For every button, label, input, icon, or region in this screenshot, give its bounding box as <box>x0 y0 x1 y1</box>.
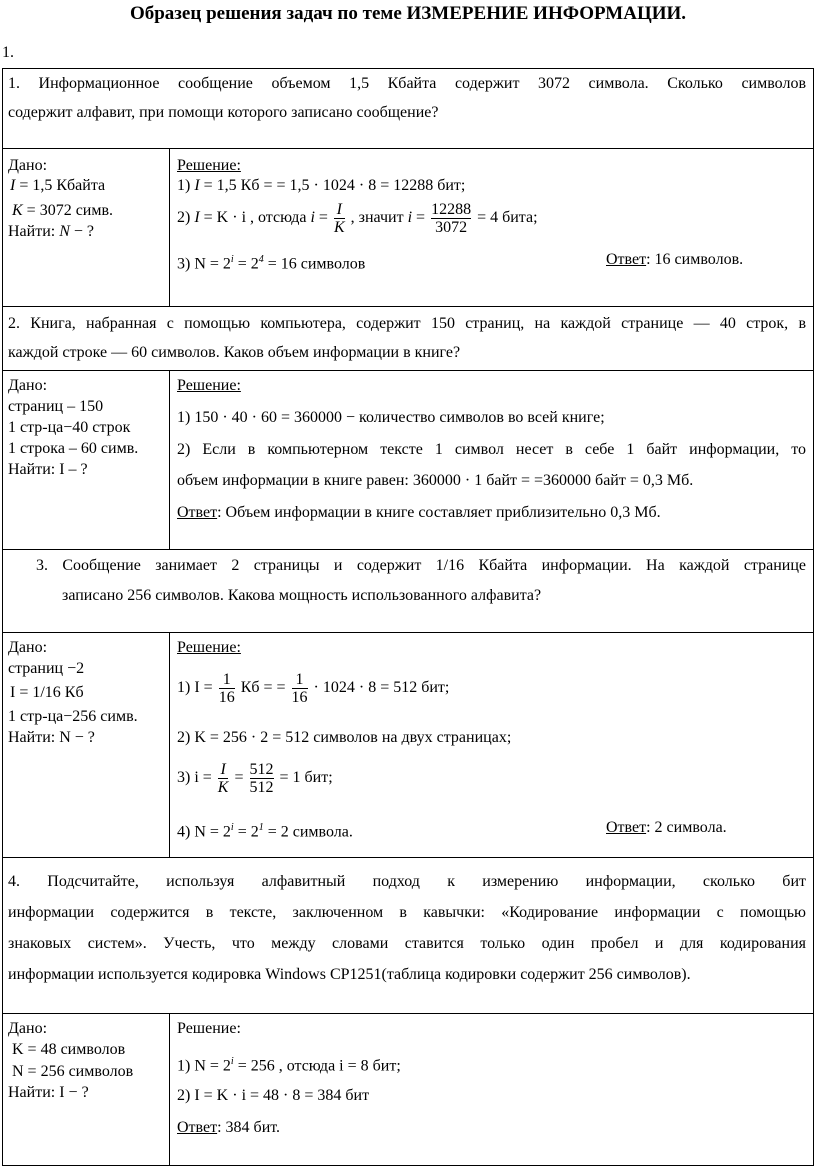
step-text: = 4 бита; <box>477 209 538 226</box>
solution-label: Решение: <box>177 639 241 656</box>
column-divider <box>169 632 170 857</box>
step-text: 3) N = 2 <box>177 255 231 273</box>
given-item: страниц −2 <box>8 660 85 677</box>
variable: I <box>10 177 16 194</box>
find-item: Найти: I − ? <box>8 1084 89 1101</box>
problem-2-text: каждой строке — 60 символов. Каков объем информации в книге? <box>8 344 461 361</box>
problem-4-text: 4. Подсчитайте, используя алфавитный подход к измерению информации, сколько бит <box>8 873 806 890</box>
variable: i <box>310 209 315 226</box>
table-rule <box>2 549 814 550</box>
numerator: 1 <box>295 670 304 688</box>
step-text: = 256 , отсюда i = 8 бит; <box>237 1057 401 1075</box>
numerator: 1 <box>222 670 231 688</box>
exponent: 1 <box>258 822 264 833</box>
problem-1-text: 1. Информационное сообщение объемом 1,5 Кбайта содержит 3072 символа. Сколько символов <box>8 75 806 92</box>
step-text: = 16 символов <box>267 255 366 273</box>
solution-step: 2) Если в компьютерном тексте 1 символ несет в себе 1 байт информации, то <box>177 441 806 458</box>
given-item: 1 стр-ца−256 симв. <box>8 708 138 725</box>
step-text: , значит <box>350 209 404 226</box>
solution-step <box>177 818 353 842</box>
fraction <box>292 671 308 706</box>
table-rule <box>2 148 814 149</box>
step-text: 1) I = <box>177 679 213 696</box>
solution-label: Решение: <box>177 377 241 394</box>
step-number: 1) <box>177 177 191 194</box>
table-rule <box>2 68 814 69</box>
answer-text: : 16 символов. <box>646 251 744 268</box>
table-rule <box>2 857 814 858</box>
solution-step: 2) I = K · i , отсюда i = $\frac{I}{K}$ , значит i = $\frac{12288}{3072}$ = 4 бита; <box>177 200 538 236</box>
find-item <box>8 222 94 242</box>
problem-4-text: знаковых систем». Учесть, что между словами ставится только один пробел и для кодирования <box>8 935 806 952</box>
column-divider <box>169 1013 170 1165</box>
solution-step <box>177 250 365 274</box>
problem-3-text: 3. Сообщение занимает 2 страницы и содержит 1/16 Кбайта информации. На каждой странице <box>36 557 806 574</box>
step-text: Кб = = <box>240 679 286 696</box>
variable: I <box>194 209 200 226</box>
section-number: 1. <box>2 44 14 61</box>
fraction <box>431 201 471 236</box>
fraction <box>334 201 345 236</box>
find-item: Найти: I – ? <box>8 461 88 478</box>
answer-label: Ответ <box>606 819 647 836</box>
given-item: I = 1/16 Кб <box>10 684 84 701</box>
answer-label: Ответ <box>177 504 218 521</box>
numerator: I <box>336 200 342 218</box>
answer-text: : Объем информации в книге составляет приблизительно 0,3 Мб. <box>217 504 661 521</box>
answer-label: Ответ <box>606 251 647 268</box>
answer-text: : 2 символа. <box>646 819 727 836</box>
given-item <box>10 176 105 196</box>
problem-3-text: записано 256 символов. Какова мощность использованного алфавита? <box>62 587 542 604</box>
given-item: 1 строка – 60 симв. <box>8 440 139 457</box>
table-border-left <box>2 68 3 1166</box>
table-rule <box>2 1013 814 1014</box>
variable: N <box>59 223 70 240</box>
solution-step: 2) K = 256 · 2 = 512 символов на двух страницах; <box>177 729 512 746</box>
exponent: i <box>230 822 234 833</box>
table-rule <box>2 306 814 307</box>
step-text: 4) N = 2 <box>177 823 231 841</box>
exponent: 4 <box>258 254 264 265</box>
table-rule <box>2 1165 814 1166</box>
numerator: I <box>220 760 226 778</box>
given-item: страниц – 150 <box>8 398 104 415</box>
solution-step: объем информации в книге равен: 360000 · 1 байт = =360000 байт = 0,3 Мб. <box>177 472 694 489</box>
denominator: K <box>333 218 345 236</box>
denominator: 512 <box>249 778 274 796</box>
solution-step: 1) 150 · 40 · 60 = 360000 − количество символов во всей книге; <box>177 409 605 426</box>
step-text: = 2 <box>237 255 259 273</box>
step-text: 1) N = 2 <box>177 1057 231 1075</box>
denominator: 3072 <box>431 218 471 236</box>
step-text: = 1,5 Кб = = 1,5 · 1024 · 8 = 12288 бит; <box>203 177 466 194</box>
answer <box>177 1118 280 1138</box>
given-item: K = 48 символов <box>12 1041 126 1058</box>
denominator: 16 <box>291 688 308 706</box>
solution-step <box>177 666 449 710</box>
variable: I <box>194 177 200 194</box>
exponent: i <box>230 254 234 265</box>
solution-step <box>177 176 465 196</box>
variable: i <box>407 209 413 226</box>
find-item: Найти: N − ? <box>8 729 95 746</box>
variable: K <box>12 202 23 219</box>
solution-heading <box>177 376 241 396</box>
fraction <box>219 671 235 706</box>
find-tail: − ? <box>73 223 95 240</box>
numerator: 12288 <box>431 200 472 218</box>
step-text: = 2 символа. <box>267 823 353 841</box>
given-value: = 1,5 Кбайта <box>19 177 106 194</box>
denominator: 16 <box>218 688 235 706</box>
exponent: i <box>230 1056 234 1067</box>
problem-4-text: информации используется кодировка Windows CP1251(таблица кодировки содержит 256 символов). <box>8 966 691 983</box>
answer <box>177 503 661 523</box>
given-item: 1 стр-ца−40 строк <box>8 419 131 436</box>
table-border-right <box>813 68 814 1166</box>
given-heading: Дано: <box>8 377 48 394</box>
solution-label: Решение: <box>177 157 241 174</box>
problem-4-text: информации содержится в тексте, заключенном в кавычки: «Кодирование информации с помощью <box>8 904 806 921</box>
answer-label: Ответ <box>177 1119 218 1136</box>
fraction <box>250 761 274 796</box>
given-value: = 3072 симв. <box>26 202 114 219</box>
step-text: = 2 <box>237 823 259 841</box>
step-text: = 1 бит; <box>279 769 333 786</box>
step-text: 3) i = <box>177 769 212 786</box>
given-item: N = 256 символов <box>12 1063 134 1080</box>
answer <box>606 818 727 838</box>
answer <box>606 250 743 270</box>
solution-step: 3) i = $\frac{I}{K}$ = $\frac{512}{512}$ = 1 бит; <box>177 760 333 796</box>
given-heading: Дано: <box>8 157 48 174</box>
answer-text: : 384 бит. <box>217 1119 281 1136</box>
solution-heading <box>177 638 241 658</box>
solution-step: 2) I = K · i = 48 · 8 = 384 бит <box>177 1087 370 1104</box>
given-heading: Дано: <box>8 639 48 656</box>
solution-heading: Решение: <box>177 1020 241 1037</box>
step-number: 2) <box>177 209 191 226</box>
step-text: = K · i , отсюда <box>203 209 307 226</box>
find-label: Найти: <box>8 223 56 240</box>
column-divider <box>169 148 170 306</box>
solution-step <box>177 1052 401 1076</box>
column-divider <box>169 370 170 549</box>
problem-2-text: 2. Книга, набранная с помощью компьютера, содержит 150 страниц, на каждой странице — 40 строк, в <box>8 315 806 332</box>
page-title: Образец решения задач по теме ИЗМЕРЕНИЕ ИНФОРМАЦИИ. <box>129 3 687 24</box>
numerator: 512 <box>249 760 274 778</box>
fraction <box>218 761 229 796</box>
solution-heading <box>177 156 241 176</box>
given-item <box>12 201 113 221</box>
step-text: · 1024 · 8 = 512 бит; <box>313 679 450 696</box>
given-heading: Дано: <box>8 1020 48 1037</box>
problem-1-text: содержит алфавит, при помощи которого записано сообщение? <box>8 104 439 121</box>
table-rule <box>2 632 814 633</box>
denominator: K <box>217 778 229 796</box>
table-rule <box>2 370 814 371</box>
